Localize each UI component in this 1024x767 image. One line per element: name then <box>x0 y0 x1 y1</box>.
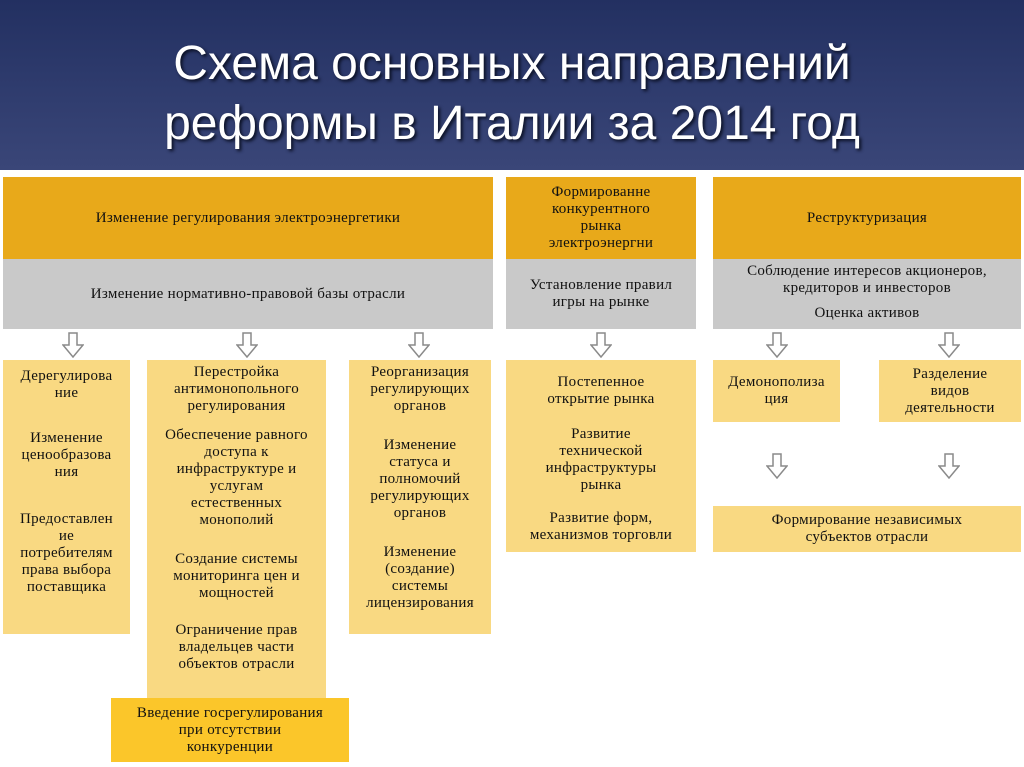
down-arrow-icon <box>62 332 84 358</box>
box-text: Изменение <box>30 430 103 446</box>
down-arrow-icon <box>590 332 612 358</box>
box-text: инфраструктуре и <box>176 461 297 477</box>
box-text: услугам <box>209 478 264 494</box>
col1-subheader-text: Изменение нормативно-правовой базы отрасли <box>90 285 406 302</box>
separation-box <box>879 360 1021 422</box>
box-text: монополий <box>199 512 274 528</box>
box-text: рынка <box>580 218 622 234</box>
box-text: ция <box>764 391 789 407</box>
box-text: рынка <box>580 477 622 493</box>
box-text: Формированне <box>551 184 651 200</box>
box-text: Постепенное <box>557 374 645 390</box>
independent-entities-box <box>713 506 1021 552</box>
box-text: Изменение <box>383 544 457 560</box>
slide-title <box>0 34 1024 154</box>
box-text: Предоставлен <box>19 511 113 527</box>
box-text: ние <box>54 385 79 401</box>
box-text: системы <box>391 578 449 594</box>
box-text: естественных <box>190 495 283 511</box>
box-text: Обеспечение равного <box>165 427 308 443</box>
box-text: Ограничение прав <box>175 622 298 638</box>
box-text: инфраструктуры <box>545 460 657 476</box>
box-text: кредиторов и инвесторов <box>783 280 951 296</box>
box-text: Установление правил <box>529 277 673 293</box>
box-text: регулирующих <box>370 488 470 504</box>
box-text: Демонополиза <box>728 374 825 390</box>
box-text: Создание системы <box>175 551 298 567</box>
box-text: лицензирования <box>366 595 474 611</box>
col3-header-text: Реструктуризация <box>806 209 928 226</box>
box-text: Развитие <box>571 426 631 442</box>
box-text: открытие рынка <box>547 391 655 407</box>
regulators-box <box>349 360 491 634</box>
box-text: Перестройка <box>193 364 280 380</box>
box-text: органов <box>393 505 447 521</box>
box-text: ценообразова <box>21 447 112 463</box>
box-text: органов <box>393 398 447 414</box>
diagram-canvas <box>0 170 1024 767</box>
box-text: Развитие форм, <box>549 510 653 526</box>
box-text: мощностей <box>198 585 275 601</box>
box-text: при отсутствии <box>178 721 282 738</box>
box-text: Формирование независимых <box>771 512 963 528</box>
col2-subheader <box>506 259 696 329</box>
col1-header <box>3 177 493 259</box>
title-line-2: реформы в Италии за 2014 год <box>164 97 860 150</box>
down-arrow-icon <box>938 453 960 479</box>
box-text: доступа к <box>204 444 269 460</box>
box-text: конкуренции <box>186 738 274 755</box>
market-opening-box <box>506 360 696 552</box>
box-text: электроэнергни <box>548 235 654 251</box>
box-text: регулирования <box>187 398 286 414</box>
state-regulation-box <box>111 698 349 762</box>
down-arrow-icon <box>408 332 430 358</box>
box-text: полномочий <box>379 471 461 487</box>
demonopolization-box <box>713 360 840 422</box>
box-text: Введение госрегулирования <box>136 704 324 721</box>
box-text: статуса и <box>389 454 451 470</box>
box-text: права выбора <box>21 562 112 578</box>
down-arrow-icon <box>766 332 788 358</box>
box-text: Разделение <box>912 365 988 382</box>
box-text: ния <box>54 464 79 480</box>
box-text: потребителям <box>20 545 113 561</box>
box-text: Реорганизация <box>370 364 470 380</box>
down-arrow-icon <box>938 332 960 358</box>
box-text: ие <box>58 528 75 544</box>
box-text: технической <box>559 443 643 459</box>
box-text: видов <box>930 382 970 399</box>
box-text: (создание) <box>385 561 455 577</box>
box-text: регулирующих <box>370 381 470 397</box>
box-text: игры на рынке <box>552 294 650 310</box>
box-text: Дерегулирова <box>20 368 113 384</box>
box-text: конкурентного <box>551 201 651 217</box>
box-text: объектов отрасли <box>178 656 295 672</box>
box-text: механизмов торговли <box>529 527 673 543</box>
down-arrow-icon <box>236 332 258 358</box>
box-text: владельцев части <box>178 639 295 655</box>
box-text: Оценка активов <box>814 305 920 321</box>
col1-header-text: Изменение регулирования электроэнергетики <box>95 209 401 226</box>
col2-header <box>506 177 696 259</box>
deregulation-box <box>3 360 130 634</box>
title-banner <box>0 0 1024 170</box>
col3-subheader <box>713 259 1021 329</box>
box-text: деятельности <box>905 399 995 416</box>
box-text: субъектов отрасли <box>805 529 929 545</box>
col3-header <box>713 177 1021 259</box>
title-line-1: Схема основных направлений <box>173 37 851 90</box>
box-text: мониторинга цен и <box>173 568 300 584</box>
box-text: Соблюдение интересов акционеров, <box>747 263 987 279</box>
box-text: Изменение <box>383 437 457 453</box>
box-text: антимонопольного <box>173 381 300 397</box>
box-text: поставщика <box>26 579 107 595</box>
antimonopoly-box <box>147 360 326 698</box>
down-arrow-icon <box>766 453 788 479</box>
col1-subheader <box>3 259 493 329</box>
